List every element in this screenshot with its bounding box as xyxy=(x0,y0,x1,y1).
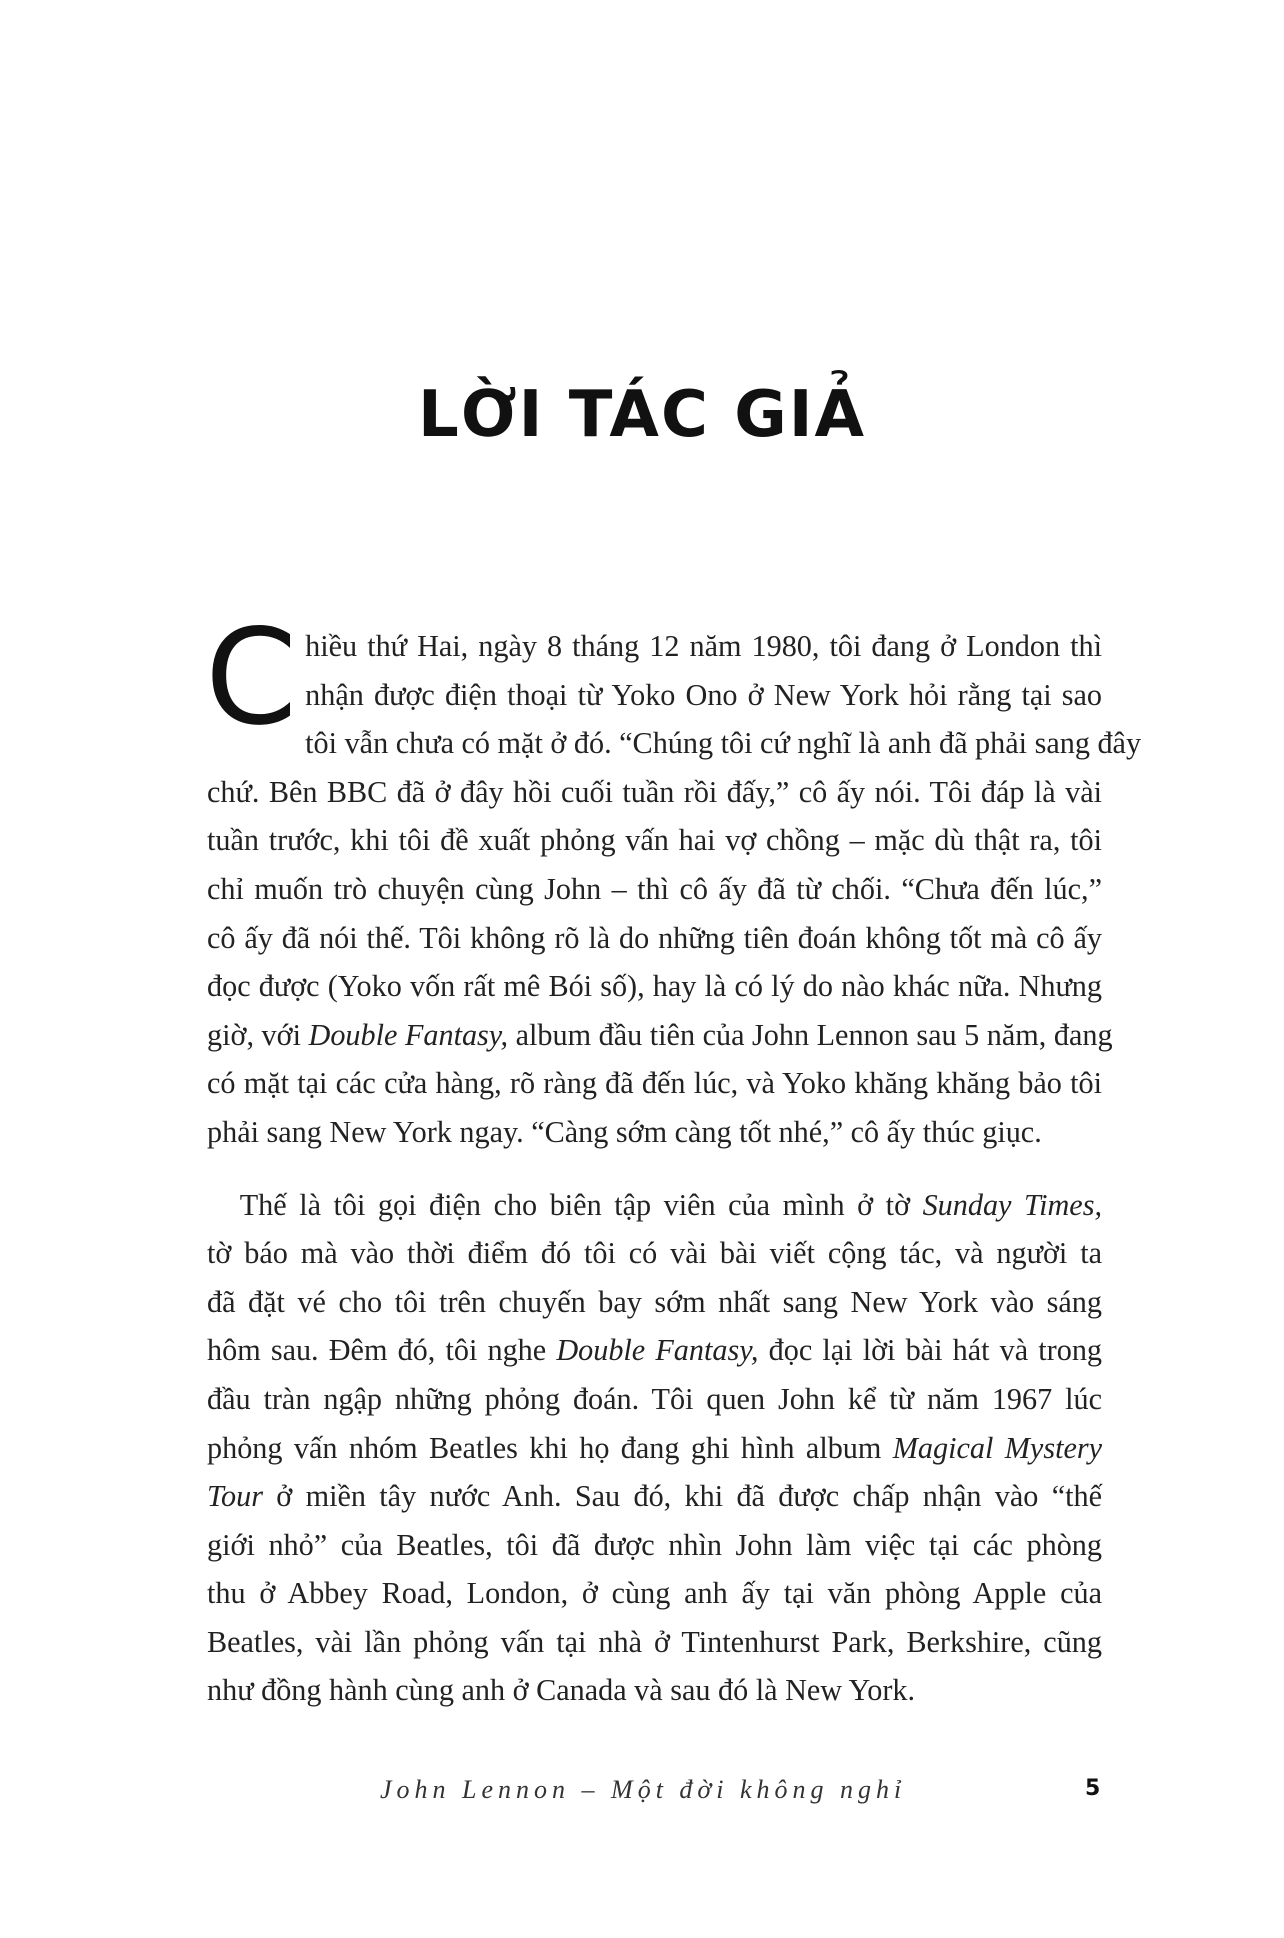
text-line xyxy=(207,1181,1102,1230)
text-run: Thế là tôi gọi điện cho biên tập viên của mình ở tờ xyxy=(239,1187,923,1222)
text-line: Beatles, vài lần phỏng vấn tại nhà ở Tintenhurst Park, Berkshire, cũng xyxy=(207,1624,1102,1659)
text-line: phải sang New York ngay. “Càng sớm càng tốt nhé,” cô ấy thúc giục. xyxy=(207,1114,1042,1149)
text-line: như đồng hành cùng anh ở Canada và sau đó là New York. xyxy=(207,1673,916,1708)
text-line: tuần trước, khi tôi đề xuất phỏng vấn hai vợ chồng – mặc dù thật ra, tôi xyxy=(207,823,1102,858)
text-line: đọc được (Yoko vốn rất mê Bói số), hay là có lý do nào khác nữa. Nhưng xyxy=(207,969,1102,1004)
body-text xyxy=(205,601,1142,1715)
text-run: đọc lại lời bài hát và trong xyxy=(758,1333,1102,1368)
text-line: hiều thứ Hai, ngày 8 tháng 12 năm 1980, tôi đang ở London thì xyxy=(305,629,1102,663)
text-run: ở miền tây nước Anh. Sau đó, khi đã được chấp nhận vào “thế xyxy=(262,1479,1102,1514)
text-line xyxy=(207,1011,1113,1060)
text-line: có mặt tại các cửa hàng, rõ ràng đã đến lúc, và Yoko khăng khăng bảo tôi xyxy=(207,1066,1102,1101)
text-line: chứ. Bên BBC đã ở đây hồi cuối tuần rồi đấy,” cô ấy nói. Tôi đáp là vài xyxy=(207,774,1102,809)
text-line: nhận được điện thoại từ Yoko Ono ở New York hỏi rằng tại sao xyxy=(305,677,1102,712)
paragraph-1 xyxy=(205,601,1142,1157)
paragraph-2 xyxy=(207,1181,1102,1716)
text-line: chỉ muốn trò chuyện cùng John – thì cô ấy đã từ chối. “Chưa đến lúc,” xyxy=(207,871,1102,906)
text-run: hôm sau. Đêm đó, tôi nghe xyxy=(207,1333,557,1368)
text-line xyxy=(207,1424,1102,1473)
album-title: Double Fantasy, xyxy=(308,1017,509,1052)
text-run: giờ, với xyxy=(207,1017,309,1052)
running-footer-title: John Lennon – Một đời không nghỉ xyxy=(380,1775,907,1804)
text-line: đầu tràn ngập những phỏng đoán. Tôi quen John kể từ năm 1967 lúc xyxy=(207,1381,1102,1416)
album-title: Tour xyxy=(207,1479,263,1514)
text-line: giới nhỏ” của Beatles, tôi đã được nhìn John làm việc tại các phòng xyxy=(207,1527,1102,1562)
text-line xyxy=(207,1326,1102,1375)
album-title: Magical Mystery xyxy=(892,1430,1103,1465)
text-run: phỏng vấn nhóm Beatles khi họ đang ghi hình album xyxy=(207,1430,893,1465)
text-line xyxy=(207,1472,1102,1521)
dropcap-lines xyxy=(305,622,1102,719)
text-line: tôi vẫn chưa có mặt ở đó. “Chúng tôi cứ nghĩ là anh đã phải sang đây xyxy=(305,726,1142,761)
text-line: cô ấy đã nói thế. Tôi không rõ là do những tiên đoán không tốt mà cô ấy xyxy=(207,920,1102,955)
album-title: Double Fantasy, xyxy=(556,1333,759,1368)
text-line: thu ở Abbey Road, London, ở cùng anh ấy tại văn phòng Apple của xyxy=(207,1576,1102,1611)
newspaper-title: Sunday Times, xyxy=(922,1187,1102,1222)
text-run: album đầu tiên của John Lennon sau 5 năm, đang xyxy=(508,1017,1113,1052)
drop-cap: C xyxy=(205,601,298,755)
page-number: 5 xyxy=(1085,1776,1101,1801)
text-line: đã đặt vé cho tôi trên chuyến bay sớm nhất sang New York vào sáng xyxy=(207,1284,1102,1319)
chapter-title: LỜI TÁC GIẢ xyxy=(417,378,867,452)
text-line: tờ báo mà vào thời điểm đó tôi có vài bài viết cộng tác, và người ta xyxy=(207,1236,1102,1271)
